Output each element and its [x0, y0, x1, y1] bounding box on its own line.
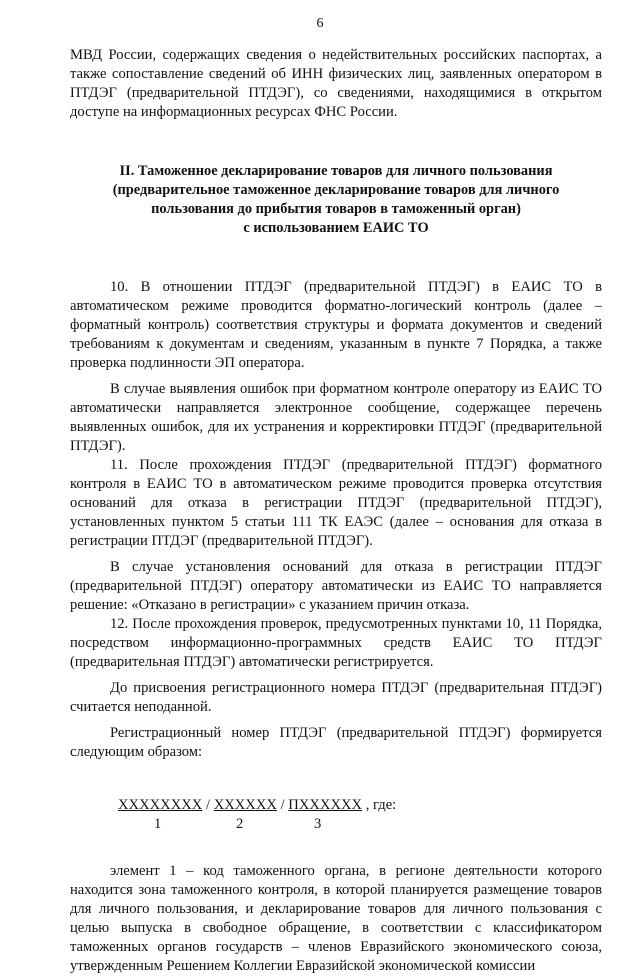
format-index-3: 3: [314, 816, 322, 832]
intro-paragraph: МВД России, содержащих сведения о недействительных российских паспортах, а также сопоставление сведений об ИНН физических лиц, заявленных оператором в ПТДЭГ (предварительной ПТДЭГ), со сведениями, находящимися в открытом доступе на информационных ресурсах ФНС России.: [70, 47, 602, 120]
format-separator: /: [276, 797, 289, 813]
section-title-line: (предварительное таможенное декларирование товаров для личного: [112, 182, 560, 198]
format-element-2: ХХХХХХ: [213, 797, 277, 813]
section-title-line: с использованием ЕАИС ТО: [243, 220, 429, 236]
format-separator: /: [202, 797, 214, 813]
section-title: [70, 162, 602, 238]
element-1-description: элемент 1 – код таможенного органа, в регионе деятельности которого находится зона таможенного контроля, в которой планируется размещение товаров для личного пользования, и декларирование товаров для личного пользования с целью выпуска в свободное обращение, в соответствии с классификатором таможенных органов государств – членов Евразийского экономического союза, утвержденным Решением Коллегии Евразийской экономической комиссии: [70, 863, 602, 974]
paragraph-errors: В случае выявления ошибок при форматном контроле оператору из ЕАИС ТО автоматически направляется электронное сообщение, содержащее перечень выявленных ошибок, для их устранения и корректировки ПТДЭГ (предварительной ПТДЭГ).: [70, 381, 602, 454]
format-element-1: ХХХХХХХХ: [118, 797, 203, 813]
page-number: 6: [316, 16, 324, 31]
format-element-3: ПХХХХХХ: [288, 797, 363, 813]
paragraph-reg-number: Регистрационный номер ПТДЭГ (предварительной ПТДЭГ) формируется следующим образом:: [70, 725, 602, 760]
paragraph-10: 10. В отношении ПТДЭГ (предварительной ПТДЭГ) в ЕАИС ТО в автоматическом режиме проводится форматно-логический контроль (далее – форматный контроль) соответствия структуры и формата документов и сведений требованиям к документам и сведениям, указанным в пункте 7 Порядка, а также проверка подлинности ЭП оператора.: [70, 279, 602, 371]
format-index-1: 1: [154, 816, 162, 832]
paragraph-refusal: В случае установления оснований для отказа в регистрации ПТДЭГ (предварительной ПТДЭГ) оператору автоматически из ЕАИС ТО направляется решение: «Отказано в регистрации» с указанием причин отказа.: [70, 559, 602, 613]
document-body: [70, 46, 602, 976]
paragraph-11: 11. После прохождения ПТДЭГ (предварительной ПТДЭГ) форматного контроля в ЕАИС ТО в автоматическом режиме проводится проверка отсутствия оснований для отказа в регистрации ПТДЭГ (предварительной ПТДЭГ), установленных пунктом 5 статьи 111 ТК ЕАЭС (далее – основания для отказа в регистрации ПТДЭГ (предварительной ПТДЭГ).: [70, 457, 602, 549]
section-title-line: пользования до прибытия товаров в таможенный орган): [151, 201, 521, 217]
paragraph-unsubmitted: До присвоения регистрационного номера ПТДЭГ (предварительная ПТДЭГ) считается неподанной.: [70, 680, 602, 715]
format-suffix: , где:: [362, 797, 397, 813]
registration-number-format: [118, 796, 602, 836]
section-title-line: II. Таможенное декларирование товаров для личного пользования: [119, 163, 553, 179]
format-index-2: 2: [236, 816, 244, 832]
paragraph-12: 12. После прохождения проверок, предусмотренных пунктами 10, 11 Порядка, посредством информационно-программных средств ЕАИС ТО ПТДЭГ (предварительная ПТДЭГ) автоматически регистрируется.: [70, 616, 602, 670]
